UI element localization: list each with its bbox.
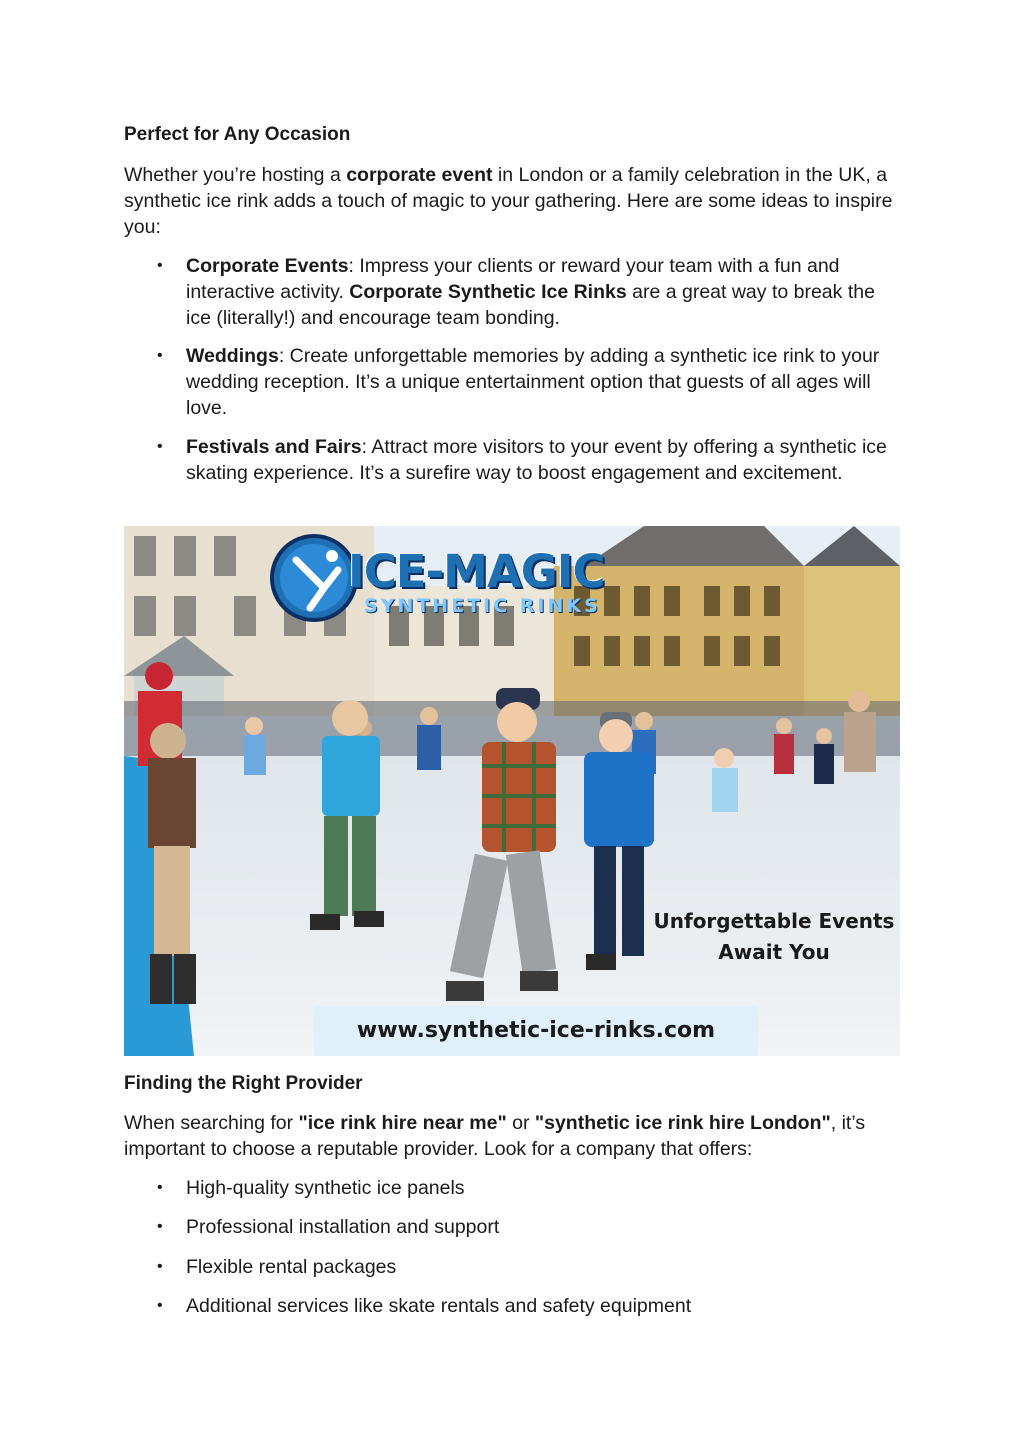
provider-intro-end: , it’s important to choose a reputable provider. Look for a company that offers: — [124, 1112, 866, 1160]
item-text-end: are a great way to break the ice (literally!) and encourage team bonding. — [186, 281, 875, 329]
checklist-text: Professional installation and support — [186, 1216, 500, 1238]
logo-title: ICE-MAGIC — [348, 545, 605, 598]
item-title: Festivals and Fairs — [186, 436, 362, 458]
intro-paragraph — [124, 162, 904, 240]
section-heading-occasion: Perfect for Any Occasion — [124, 124, 351, 145]
bullet-icon: • — [157, 1297, 163, 1314]
checklist-text: Additional services like skate rentals and safety equipment — [186, 1295, 692, 1317]
item-bold-phrase: Corporate Synthetic Ice Rinks — [349, 281, 627, 303]
list-item-corporate-events — [124, 253, 904, 331]
item-text: : Create unforgettable memories by adding a synthetic ice rink to your wedding reception. It’s a unique entertainment option that guests of all ages will love. — [186, 345, 880, 419]
search-phrase-2: "synthetic ice rink hire London" — [534, 1112, 831, 1134]
provider-intro-paragraph — [124, 1110, 904, 1162]
provider-intro-or: or — [506, 1112, 535, 1134]
image-caption — [644, 906, 900, 968]
website-url: www.synthetic-ice-rinks.com — [356, 1018, 716, 1043]
bullet-icon: • — [157, 438, 163, 455]
intro-text-end: in London or a family celebration in the UK, a synthetic ice rink adds a touch of magic to your gathering. Here are some ideas to inspire you: — [124, 164, 893, 238]
checklist-item — [124, 1175, 904, 1201]
item-title: Corporate Events — [186, 255, 349, 277]
provider-intro-start: When searching for — [124, 1112, 299, 1134]
item-text: : Impress your clients or reward your team with a fun and interactive activity. — [186, 255, 840, 303]
intro-bold-corporate-event: corporate event — [346, 164, 493, 186]
checklist-item — [124, 1254, 904, 1280]
checklist-item — [124, 1214, 904, 1240]
bullet-icon: • — [157, 257, 163, 274]
bullet-icon: • — [157, 1258, 163, 1275]
caption-line-2: Await You — [718, 940, 830, 964]
ice-rink-promo-image — [124, 526, 900, 1056]
ice-magic-logo — [270, 531, 610, 643]
item-title: Weddings — [186, 345, 279, 367]
intro-text-start: Whether you’re hosting a — [124, 164, 347, 186]
bullet-icon: • — [157, 347, 163, 364]
checklist-text: Flexible rental packages — [186, 1256, 397, 1278]
list-item-weddings — [124, 343, 904, 421]
item-text: : Attract more visitors to your event by offering a synthetic ice skating experience. It’s a surefire way to boost engagement and excitement. — [186, 436, 887, 484]
logo-subtitle: SYNTHETIC RINKS — [364, 595, 601, 617]
section-heading-provider: Finding the Right Provider — [124, 1073, 363, 1094]
caption-line-1: Unforgettable Events — [653, 909, 895, 933]
bullet-icon: • — [157, 1218, 163, 1235]
list-item-festivals — [124, 434, 904, 486]
checklist-text: High-quality synthetic ice panels — [186, 1177, 465, 1199]
checklist-item — [124, 1293, 904, 1319]
search-phrase-1: "ice rink hire near me" — [298, 1112, 507, 1134]
bullet-icon: • — [157, 1179, 163, 1196]
